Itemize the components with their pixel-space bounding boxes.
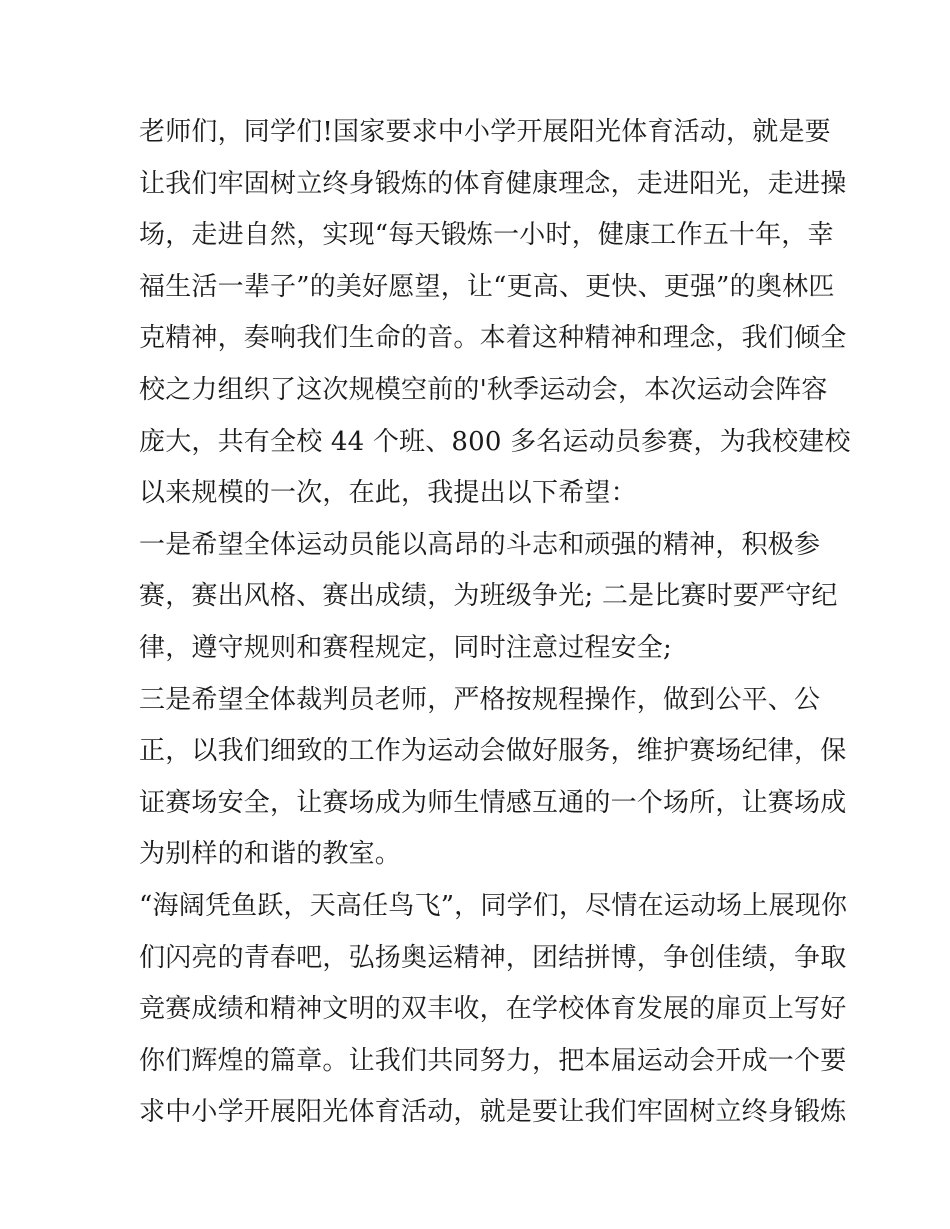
- text-line: 求中小学开展阳光体育活动，就是要让我们牢固树立终身锻炼: [139, 1097, 847, 1128]
- text-line: “海阔凭鱼跃，天高任鸟飞”，同学们，尽情在运动场上展现你: [139, 890, 848, 921]
- text-line: 为别样的和谐的教室。: [139, 839, 402, 870]
- text-line: 赛，赛出风格、赛出成绩，为班级争光; 二是比赛时要严守纪: [139, 581, 838, 612]
- text-line: 克精神，奏响我们生命的音。本着这种精神和理念，我们倾全: [139, 323, 847, 354]
- text-line: 正，以我们细致的工作为运动会做好服务，维护赛场纪律，保: [139, 736, 847, 767]
- text-line: 竞赛成绩和精神文明的双丰收，在学校体育发展的扉页上写好: [139, 994, 847, 1025]
- text-line: 证赛场安全，让赛场成为师生情感互通的一个场所，让赛场成: [139, 787, 847, 818]
- text-line: 你们辉煌的篇章。让我们共同努力，把本届运动会开成一个要: [139, 1045, 847, 1076]
- text-line: 老师们，同学们!国家要求中小学开展阳光体育活动，就是要: [139, 117, 831, 147]
- text-line: 律，遵守规则和赛程规定，同时注意过程安全;: [139, 632, 672, 663]
- body-text: [139, 107, 851, 1139]
- text-line: 以来规模的一次，在此，我提出以下希望：: [139, 478, 637, 509]
- text-line: 让我们牢固树立终身锻炼的体育健康理念，走进阳光，走进操: [139, 168, 847, 199]
- text-line: 们闪亮的青春吧，弘扬奥运精神，团结拼博，争创佳绩，争取: [139, 942, 847, 973]
- text-line: 一是希望全体运动员能以高昂的斗志和顽强的精神，积极参: [139, 529, 821, 560]
- text-line: 庞大，共有全校 44 个班、800 多名运动员参赛，为我校建校: [139, 426, 851, 457]
- text-line: 福生活一辈子”的美好愿望，让“更高、更快、更强”的奥林匹: [139, 271, 835, 302]
- text-line: 三是希望全体裁判员老师，严格按规程操作，做到公平、公: [139, 684, 821, 715]
- text-line: 校之力组织了这次规模空前的'秋季运动会，本次运动会阵容: [139, 374, 828, 405]
- text-line: 场，走进自然，实现“每天锻炼一小时，健康工作五十年，幸: [139, 220, 834, 251]
